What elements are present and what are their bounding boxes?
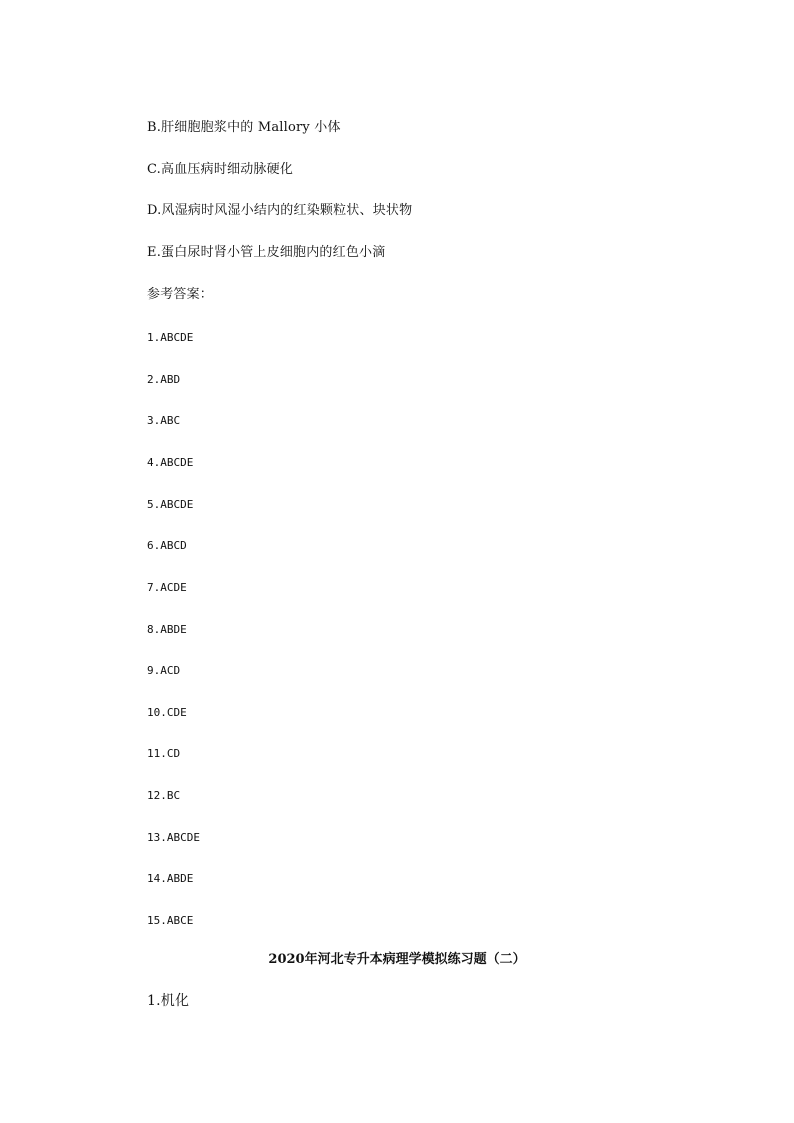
answer-item: 8.ABDE: [147, 623, 187, 636]
answer-item: 5.ABCDE: [147, 498, 194, 511]
answer-item: 13.ABCDE: [147, 831, 200, 844]
answer-item: 4.ABCDE: [147, 456, 194, 469]
first-item: 1.机化: [147, 993, 190, 1009]
answer-item: 9.ACD: [147, 664, 181, 677]
option-e: E.蛋白尿时肾小管上皮细胞内的红色小滴: [147, 245, 386, 260]
answer-item: 2.ABD: [147, 373, 181, 386]
section-title: 2020年河北专升本病理学模拟练习题（二）: [268, 952, 526, 967]
answer-item: 6.ABCD: [147, 539, 187, 552]
answer-item: 14.ABDE: [147, 872, 194, 885]
answer-item: 3.ABC: [147, 414, 181, 427]
answer-item: 7.ACDE: [147, 581, 187, 594]
option-c: C.高血压病时细动脉硬化: [147, 162, 294, 177]
answer-item: 11.CD: [147, 747, 181, 760]
option-d: D.风湿病时风湿小结内的红染颗粒状、块状物: [147, 203, 413, 218]
answers-heading: 参考答案：: [147, 287, 214, 302]
answer-item: 15.ABCE: [147, 914, 194, 927]
answer-item: 10.CDE: [147, 706, 187, 719]
answer-item: 1.ABCDE: [147, 331, 194, 344]
option-b: B.肝细胞胞浆中的 Mallory 小体: [147, 120, 341, 135]
answer-item: 12.BC: [147, 789, 181, 802]
